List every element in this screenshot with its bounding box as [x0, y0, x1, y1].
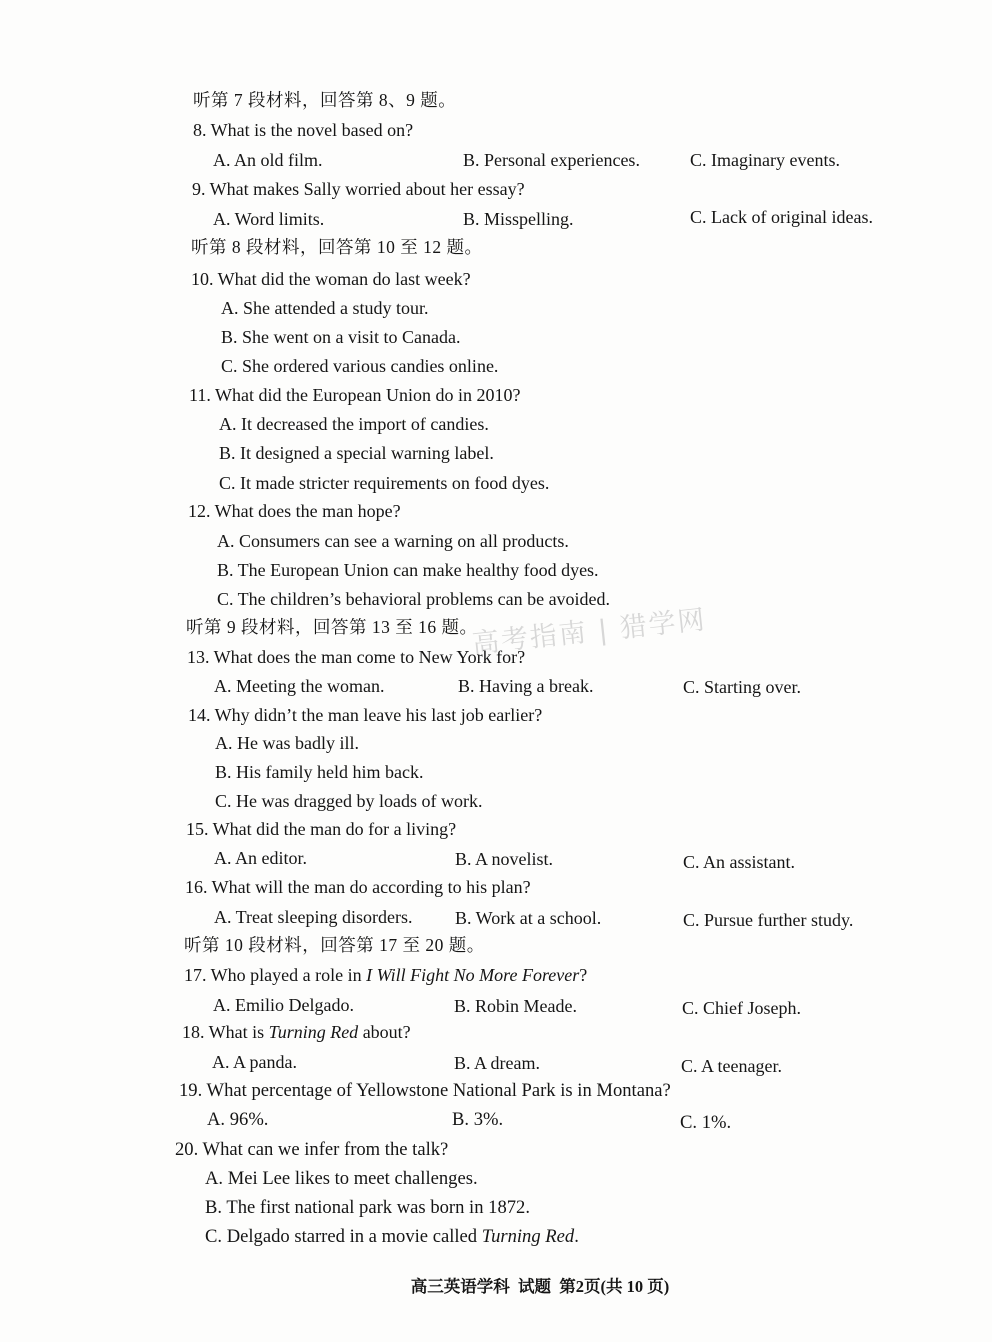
- question-13-stem: 13. What does the man come to New York for?: [187, 647, 526, 667]
- question-17-stem-end: ?: [579, 965, 588, 985]
- question-19-stem: 19. What percentage of Yellowstone National Park is in Montana?: [179, 1080, 671, 1101]
- question-18-stem-end: about?: [358, 1022, 411, 1042]
- question-12-option-a: A. Consumers can see a warning on all products.: [217, 531, 569, 551]
- question-20-option-b: B. The first national park was born in 1872.: [205, 1197, 530, 1218]
- question-11-option-a: A. It decreased the import of candies.: [219, 414, 489, 434]
- question-18-option-b: B. A dream.: [454, 1053, 540, 1073]
- question-8-option-a: A. An old film.: [213, 150, 323, 170]
- section-heading-9: 听第 9 段材料，回答第 13 至 16 题。: [186, 617, 478, 637]
- question-20-option-a: A. Mei Lee likes to meet challenges.: [205, 1168, 478, 1189]
- question-17-stem: [184, 964, 587, 986]
- question-14-option-b: B. His family held him back.: [215, 762, 424, 782]
- question-11-option-c: C. It made stricter requirements on food dyes.: [219, 473, 550, 493]
- question-9-stem: 9. What makes Sally worried about her essay?: [192, 179, 525, 199]
- question-15-option-c: C. An assistant.: [683, 852, 796, 872]
- question-8-option-b: B. Personal experiences.: [463, 150, 640, 170]
- question-14-option-c: C. He was dragged by loads of work.: [215, 791, 483, 811]
- question-18-stem-text: 18. What is: [182, 1022, 269, 1042]
- question-18-option-c: C. A teenager.: [681, 1056, 782, 1076]
- question-10-option-a: A. She attended a study tour.: [221, 298, 429, 318]
- question-11-option-b: B. It designed a special warning label.: [219, 443, 494, 463]
- question-12-option-c: C. The children’s behavioral problems can be avoided.: [217, 589, 611, 609]
- question-9-option-a: A. Word limits.: [213, 209, 325, 229]
- question-20-stem: 20. What can we infer from the talk?: [175, 1139, 449, 1160]
- question-16-option-a: A. Treat sleeping disorders.: [214, 907, 413, 927]
- question-12-option-b: B. The European Union can make healthy food dyes.: [217, 560, 599, 580]
- question-8-option-c: C. Imaginary events.: [690, 150, 840, 170]
- question-10-option-b: B. She went on a visit to Canada.: [221, 327, 461, 347]
- question-17-stem-text: 17. Who played a role in: [184, 965, 367, 985]
- question-20-option-c-text: C. Delgado starred in a movie called: [205, 1226, 482, 1247]
- section-heading-10: 听第 10 段材料，回答第 17 至 20 题。: [184, 935, 485, 955]
- question-20-option-c-title: Turning Red: [481, 1226, 575, 1247]
- question-17-option-a: A. Emilio Delgado.: [213, 995, 354, 1015]
- question-14-option-a: A. He was badly ill.: [215, 733, 359, 753]
- question-13-option-c: C. Starting over.: [683, 677, 801, 697]
- watermark: 高考指南 | 猎学网: [470, 604, 708, 660]
- question-13-option-b: B. Having a break.: [458, 676, 594, 696]
- section-heading-8: 听第 8 段材料，回答第 10 至 12 题。: [191, 237, 483, 257]
- question-9-option-b: B. Misspelling.: [463, 209, 574, 229]
- question-16-stem: 16. What will the man do according to his plan?: [185, 877, 531, 897]
- question-19-option-a: A. 96%.: [207, 1109, 269, 1130]
- question-8-stem: 8. What is the novel based on?: [193, 120, 414, 140]
- question-17-option-c: C. Chief Joseph.: [682, 998, 801, 1018]
- question-15-option-b: B. A novelist.: [455, 849, 554, 869]
- question-13-option-a: A. Meeting the woman.: [214, 676, 385, 696]
- question-10-stem: 10. What did the woman do last week?: [191, 269, 471, 289]
- question-12-stem: 12. What does the man hope?: [188, 501, 401, 521]
- question-15-stem: 15. What did the man do for a living?: [186, 819, 457, 839]
- question-11-stem: 11. What did the European Union do in 2010?: [189, 385, 521, 405]
- question-20-option-c-end: .: [574, 1226, 579, 1247]
- question-16-option-c: C. Pursue further study.: [683, 910, 854, 930]
- page-footer: 高三英语学科 试题 第2页(共 10 页): [410, 1277, 670, 1296]
- question-19-option-c: C. 1%.: [680, 1112, 732, 1133]
- question-15-option-a: A. An editor.: [214, 848, 307, 868]
- question-10-option-c: C. She ordered various candies online.: [221, 356, 499, 376]
- question-17-title: I Will Fight No More Forever: [366, 965, 580, 985]
- question-18-stem: [182, 1021, 411, 1043]
- question-19-option-b: B. 3%.: [452, 1109, 504, 1130]
- question-17-option-b: B. Robin Meade.: [454, 996, 577, 1016]
- question-20-option-c: [205, 1226, 579, 1248]
- question-16-option-b: B. Work at a school.: [455, 908, 602, 928]
- question-18-option-a: A. A panda.: [212, 1052, 297, 1072]
- question-18-title: Turning Red: [268, 1022, 359, 1042]
- question-9-option-c: C. Lack of original ideas.: [690, 207, 873, 227]
- section-heading-7: 听第 7 段材料，回答第 8、9 题。: [193, 90, 457, 110]
- question-14-stem: 14. Why didn’t the man leave his last job earlier?: [188, 705, 543, 725]
